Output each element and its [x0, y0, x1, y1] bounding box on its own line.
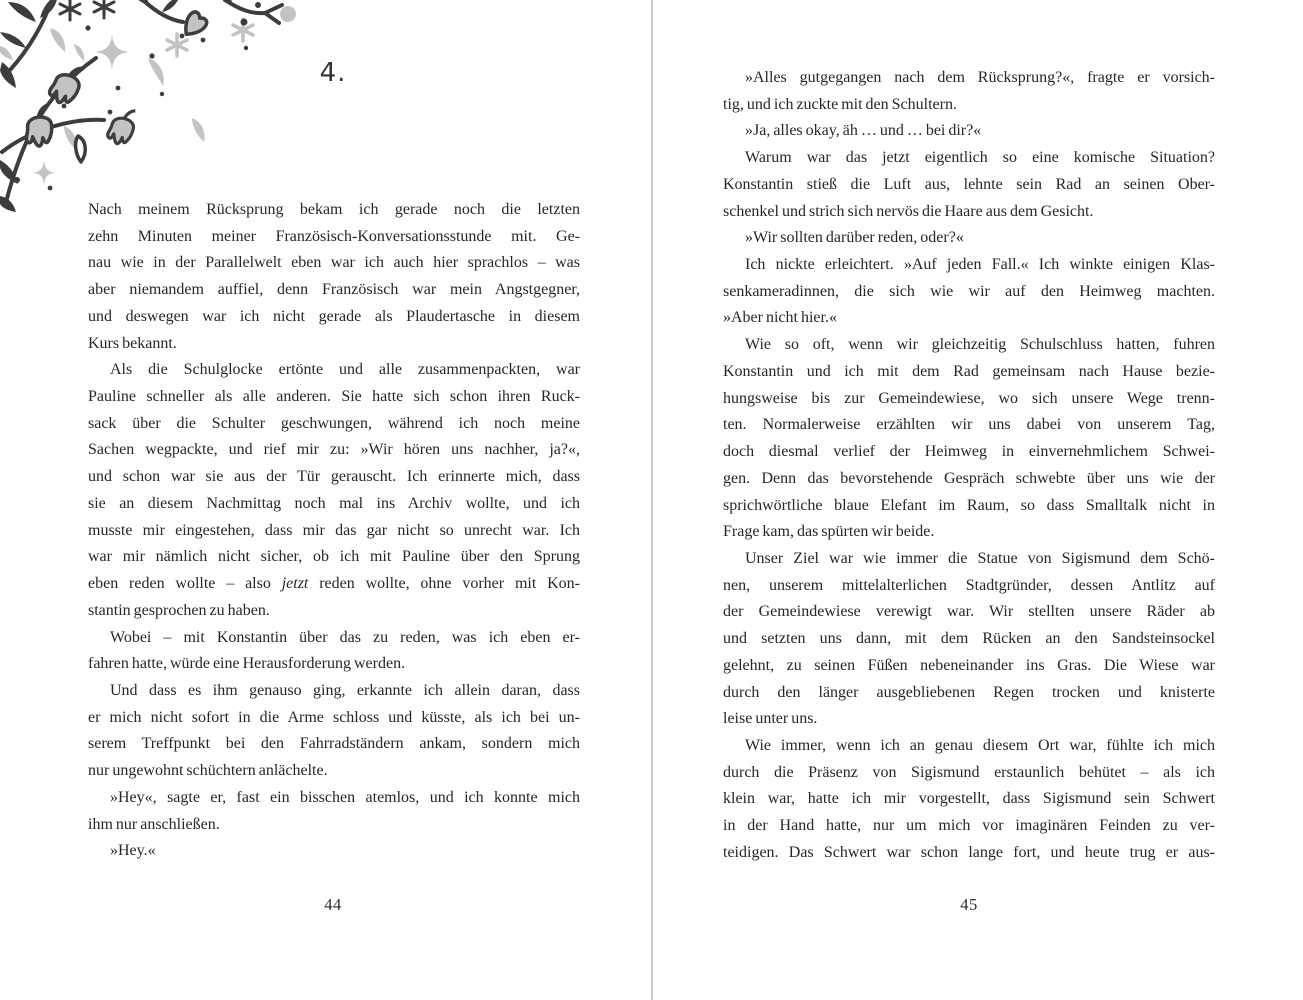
text-line: und deswegen war ich nicht gerade als Plaudertasche in diesem — [88, 307, 580, 325]
text-line: leise unter uns. — [723, 710, 818, 728]
text-line: »Hey.« — [110, 842, 156, 860]
text-line: Pauline schneller als alle anderen. Sie hatte sich schon ihren Ruck- — [88, 388, 580, 406]
text-line: senkameradinnen, die sich wie wir auf den Heimweg machten. — [723, 282, 1215, 300]
text-line: Kurs bekannt. — [88, 334, 177, 352]
page-number-right: 45 — [960, 895, 978, 914]
text-line: gelehnt, zu seinen Füßen nebeneinander ins Gras. Die Wiese war — [723, 656, 1215, 674]
text-line: in der Hand hatte, nur um mich vor imaginären Feinden zu ver- — [723, 817, 1215, 835]
text-line: musste mir eingestehen, dass mir das gar nicht so unrecht war. Ich — [88, 521, 580, 539]
left-page-text-block — [88, 197, 580, 865]
text-line: hungsweise bis zur Gemeindewiese, wo sich unsere Wege trenn- — [723, 389, 1215, 407]
text-line: sie an diesem Nachmittag noch mal ins Archiv wollte, und ich — [88, 494, 580, 512]
text-line: Wie immer, wenn ich an genau diesem Ort war, fühlte ich mich — [745, 736, 1215, 754]
text-line: aber niemandem auffiel, denn Französisch war mein Angstgegner, — [88, 281, 580, 299]
text-line: und setzten uns dann, mit dem Rücken an den Sandsteinsockel — [723, 630, 1215, 648]
text-line: und schon war sie aus der Tür gerauscht. Ich erinnerte mich, dass — [88, 468, 580, 486]
text-line: ten. Normalerweise erzählten wir uns dabei von unserem Tag, — [723, 416, 1215, 434]
text-line: Unser Ziel war wie immer die Statue von Sigismund dem Schö- — [745, 549, 1215, 567]
text-line: Wobei – mit Konstantin über das zu reden, was ich eben er- — [110, 628, 580, 646]
text-line: durch den länger ausgebliebenen Regen trocken und knisterte — [723, 683, 1215, 701]
text-line: Sachen wegpackte, und rief mir zu: »Wir hören uns nachher, ja?«, — [88, 441, 580, 459]
text-line: eben reden wollte – also jetzt reden wollte, ohne vorher mit Kon- — [88, 575, 581, 593]
text-line: war mir nämlich nicht sicher, ob ich mit Pauline über den Sprung — [88, 548, 580, 566]
text-line: Nach meinem Rücksprung bekam ich gerade noch die letzten — [88, 201, 580, 218]
text-line: klein war, hatte ich mir vorgestellt, dass Sigismund sein Schwert — [723, 790, 1215, 808]
text-line: sack über die Schulter geschwungen, während ich noch meine — [88, 414, 580, 432]
text-line: »Alles gutgegangen nach dem Rücksprung?«, fragte er vorsich- — [745, 69, 1215, 86]
text-line: durch die Präsenz von Sigismund erstaunlich behütet – als ich — [723, 763, 1215, 781]
text-line: Und dass es ihm genauso ging, erkannte ich allein daran, dass — [110, 681, 580, 699]
text-line: nau wie in der Parallelwelt eben war ich auch hier sprachlos – was — [88, 254, 580, 272]
text-line: ihm nur anschließen. — [88, 815, 220, 833]
text-line: Frage kam, das spürten wir beide. — [723, 523, 935, 541]
text-line: gen. Denn das bevorstehende Gespräch schwebte über uns wie der — [723, 469, 1215, 487]
text-line: zehn Minuten meiner Französisch-Konversationsstunde mit. Ge- — [88, 227, 580, 245]
text-line: Ich nickte erleichtert. »Auf jeden Fall.« Ich winkte einigen Klas- — [745, 256, 1215, 274]
text-line: Konstantin und ich mit dem Rad gemeinsam nach Hause bezie- — [723, 362, 1215, 380]
text-line: Warum war das jetzt eigentlich so eine komische Situation? — [745, 149, 1215, 167]
text-line: »Ja, alles okay, äh … und … bei dir?« — [745, 122, 982, 140]
text-line: »Hey«, sagte er, fast ein bisschen atemlos, und ich konnte mich — [110, 788, 580, 806]
page-gutter-divider — [651, 0, 653, 1000]
chapter-heading: 4. — [319, 58, 347, 88]
floral-corner-ornament-icon — [0, 0, 300, 220]
text-line: tig, und ich zuckte mit den Schultern. — [723, 95, 957, 113]
text-line: serem Treffpunkt bei den Fahrradständern ankam, sondern mich — [88, 735, 580, 753]
text-line: nur ungewohnt schüchtern anlächelte. — [88, 762, 328, 780]
page-number-left: 44 — [324, 895, 342, 914]
text-line: stantin gesprochen zu haben. — [88, 601, 270, 619]
text-line: schenkel und strich sich nervös die Haare aus dem Gesicht. — [723, 202, 1094, 220]
text-line: der Gemeindewiese verewigt war. Wir stellten unsere Räder ab — [723, 603, 1215, 621]
text-line: doch diesmal verlief der Heimweg in einvernehmlichem Schwei- — [723, 443, 1215, 461]
text-line: sprichwörtliche blaue Elefant im Raum, so dass Smalltalk nicht in — [723, 496, 1215, 514]
text-line: Konstantin stieß die Luft aus, lehnte sein Rad an seinen Ober- — [723, 175, 1215, 193]
text-line: teidigen. Das Schwert war schon lange fort, und heute trug er aus- — [723, 843, 1215, 861]
text-line: er mich nicht sofort in die Arme schloss und küsste, als ich bei un- — [88, 708, 580, 726]
text-line: Als die Schulglocke ertönte und alle zusammenpackten, war — [110, 361, 580, 379]
right-page-text-block — [723, 65, 1215, 867]
text-line: Wie so oft, wenn wir gleichzeitig Schulschluss hatten, fuhren — [745, 336, 1215, 354]
text-line: »Wir sollten darüber reden, oder?« — [745, 229, 964, 247]
text-line: nen, unserem mittelalterlichen Stadtgründer, dessen Antlitz auf — [723, 576, 1215, 594]
text-line: fahren hatte, würde eine Herausforderung werden. — [88, 655, 406, 673]
text-line: »Aber nicht hier.« — [723, 309, 837, 327]
